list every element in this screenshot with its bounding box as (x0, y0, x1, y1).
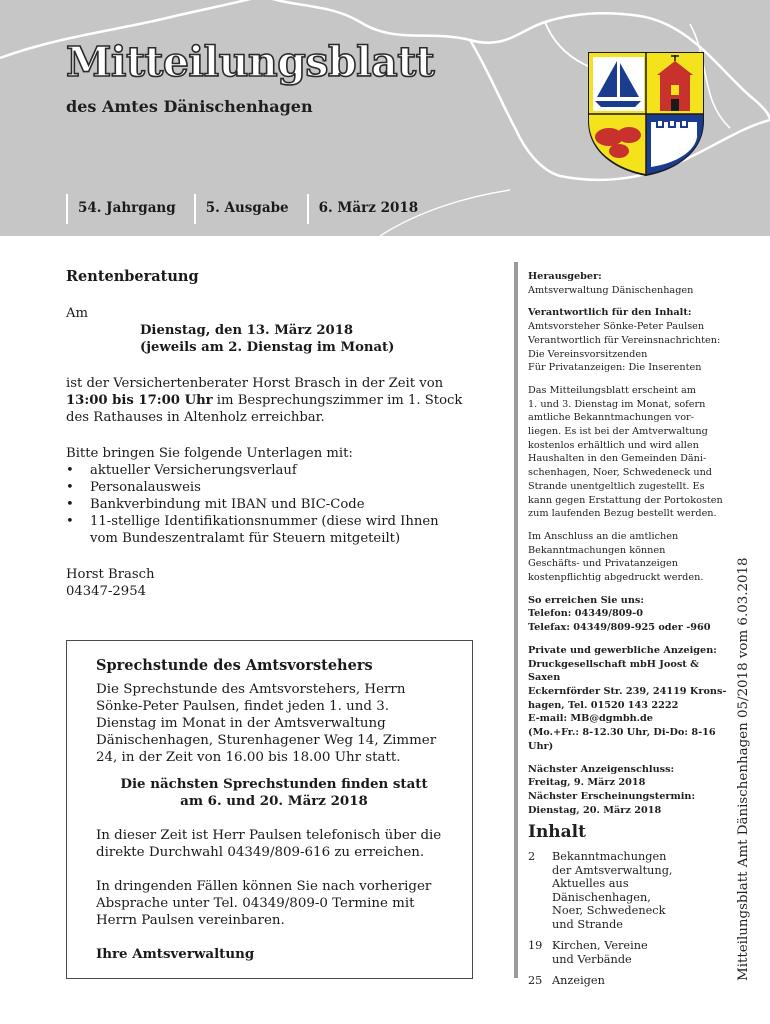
deadline-line: Nächster Erscheinungstermin: (528, 790, 696, 802)
appointment-time: 13:00 bis 17:00 Uhr (66, 393, 213, 408)
toc-title-line: der Amtsverwaltung, (552, 863, 673, 877)
responsible-line: Amtsvorsteher Sönke-Peter Paulsen (528, 321, 705, 333)
ads-info-line: Bekanntmachungen können (528, 544, 666, 556)
list-item: • 11-stellige Identifikationsnummer (diese wird Ihnen vom Bundeszentralamt für Steuern mitgeteilt) (66, 513, 466, 547)
issue-volume: 54. Jahrgang (66, 194, 186, 224)
toc-title-line: Aktuelles aus (552, 877, 629, 891)
next-sessions (96, 776, 452, 810)
advertising-line: E-mail: MB@dgmbh.de (528, 713, 653, 725)
appointment-text-b: im Besprechungszimmer im 1. Stock des Rathauses in Altenholz erreichbar. (66, 393, 463, 425)
ads-info-line: Geschäfts- und Privatanzeigen (528, 558, 678, 570)
rentenberatung-heading: Rentenberatung (66, 268, 199, 285)
toc-page: 19 (528, 939, 543, 953)
toc-title-line: und Strande (552, 917, 623, 931)
masthead-subtitle: des Amtes Dänischenhagen (66, 97, 313, 116)
issue-date: 6. März 2018 (307, 194, 429, 224)
advertising-contact-block (528, 644, 733, 754)
appointment-block (66, 305, 466, 356)
publication-line: kostenlos erhältlich und wird allen (528, 439, 699, 451)
publication-line: zum laufenden Bezug bestellt werden. (528, 508, 717, 520)
table-of-contents (528, 850, 733, 988)
toc-entry (528, 939, 733, 966)
publisher-value: Amtsverwaltung Dänischenhagen (528, 284, 694, 296)
publication-line: kann gegen Erstattung der Portokosten (528, 494, 723, 506)
contact-block (66, 566, 466, 600)
deadlines-block (528, 763, 733, 818)
advertising-line: Private und gewerbliche Anzeigen: (528, 644, 717, 656)
toc-title (552, 974, 733, 988)
documents-block (66, 445, 466, 547)
sprechstunde-sign: Ihre Amtsverwaltung (96, 946, 255, 962)
toc-entry (528, 974, 733, 988)
appointment-description (66, 375, 466, 426)
sprechstunde-p2: In dieser Zeit ist Herr Paulsen telefonisch über die direkte Durchwahl 04349/809-616 zu erreichen. (96, 828, 442, 860)
contact-info-line: Telefax: 04349/809-925 oder -960 (528, 622, 711, 634)
publication-line: Strande unentgeltlich zugestellt. Es (528, 480, 705, 492)
contents-heading: Inhalt (528, 822, 586, 843)
documents-list (66, 462, 466, 547)
deadline-line: Freitag, 9. März 2018 (528, 777, 646, 789)
publication-line: Haushalten in den Gemeinden Däni- (528, 453, 707, 465)
responsible-line: Verantwortlich für Vereinsnachrichten: (528, 334, 721, 346)
toc-title (552, 850, 733, 931)
publication-line: liegen. Es ist bei der Amtverwaltung (528, 426, 708, 438)
rentenberatung-section (66, 268, 466, 600)
publication-line: amtliche Bekanntmachungen vor- (528, 412, 694, 424)
toc-title-line: Dänischenhagen, (552, 890, 651, 904)
appointment-text-a: ist der Versichertenberater Horst Brasch in der Zeit von (66, 376, 444, 391)
toc-entry (528, 850, 733, 931)
advertising-line: Druckgesellschaft mbH Joost & Saxen (528, 658, 699, 684)
masthead (0, 0, 770, 236)
publication-line: 1. und 3. Dienstag im Monat, sofern (528, 398, 706, 410)
responsible-line: Für Privatanzeigen: Die Inserenten (528, 362, 702, 374)
toc-title (552, 939, 733, 966)
publication-info-block (528, 384, 733, 521)
vertical-issue-label: Mitteilungsblatt Amt Dänischenhagen 05/2018 vom 6.03.2018 (736, 557, 751, 981)
advertising-line: Eckernförder Str. 239, 24119 Krons- (528, 685, 727, 697)
advertising-line: hagen, Tel. 01520 143 2222 (528, 699, 679, 711)
imprint-column (528, 270, 733, 996)
contact-info-line: Telefon: 04349/809-0 (528, 608, 643, 620)
appointment-interval: (jeweils am 2. Dienstag im Monat) (140, 340, 395, 355)
advertising-line: (Mo.+Fr.: 8-12.30 Uhr, Di-Do: 8-16 Uhr) (528, 727, 716, 752)
toc-page: 25 (528, 974, 543, 988)
publication-line: schenhagen, Noer, Schwedeneck und (528, 467, 713, 479)
appointment-am: Am (66, 306, 89, 321)
sprechstunde-heading: Sprechstunde des Amtsvorstehers (96, 657, 373, 674)
publisher-label: Herausgeber: (528, 271, 602, 282)
ads-info-line: kostenpflichtig abgedruckt werden. (528, 572, 704, 584)
list-item: • Personalausweis (66, 479, 466, 496)
responsible-block (528, 306, 733, 375)
sprechstunde-p1: Die Sprechstunde des Amtsvorstehers, Herrn Sönke-Peter Paulsen, findet jeden 1. und 3. Dienstag im Monat in der Amtsverwaltung Dänischenhagen, Sturenhagener Weg 14, Zimmer 24, in der Zeit von 16.00 bis 18.00 Uhr statt. (96, 682, 437, 765)
sprechstunde-p3: In dringenden Fällen können Sie nach vorheriger Absprache unter Tel. 04349/809-0 Termine mit Herrn Paulsen vereinbaren. (96, 879, 432, 928)
list-item: • Bankverbindung mit IBAN und BIC-Code (66, 496, 466, 513)
contact-info-block (528, 594, 733, 635)
issue-number: 5. Ausgabe (194, 194, 299, 224)
deadline-line: Dienstag, 20. März 2018 (528, 804, 662, 816)
coat-of-arms-icon (587, 51, 705, 177)
ads-info-line: Im Anschluss an die amtlichen (528, 530, 679, 542)
publisher-block (528, 270, 733, 297)
next-sessions-line2: am 6. und 20. März 2018 (180, 793, 368, 809)
list-item: • aktueller Versicherungsverlauf (66, 462, 466, 479)
next-sessions-line1: Die nächsten Sprechstunden finden statt (120, 776, 428, 792)
responsible-line: Die Vereinsvorsitzenden (528, 348, 648, 360)
contact-info-line: So erreichen Sie uns: (528, 594, 644, 606)
toc-title-line: und Verbände (552, 952, 632, 966)
sprechstunde-box (66, 640, 473, 979)
toc-page: 2 (528, 850, 536, 864)
toc-title-line: Noer, Schwedeneck (552, 904, 666, 918)
toc-title-line: Bekanntmachungen (552, 850, 667, 864)
responsible-label: Verantwortlich für den Inhalt: (528, 307, 692, 319)
appointment-date: Dienstag, den 13. März 2018 (140, 323, 354, 338)
contact-name: Horst Brasch (66, 567, 155, 582)
ads-info-block (528, 530, 733, 585)
masthead-title: Mitteilungsblatt (66, 38, 435, 86)
documents-intro: Bitte bringen Sie folgende Unterlagen mit: (66, 446, 353, 461)
issue-info-bar (66, 194, 428, 224)
toc-title-line: Anzeigen (552, 974, 605, 988)
publication-line: Das Mitteilungsblatt erscheint am (528, 384, 696, 396)
deadline-line: Nächster Anzeigenschluss: (528, 763, 675, 775)
toc-title-line: Kirchen, Vereine (552, 939, 648, 953)
contact-phone: 04347-2954 (66, 584, 146, 599)
column-divider (514, 262, 518, 978)
